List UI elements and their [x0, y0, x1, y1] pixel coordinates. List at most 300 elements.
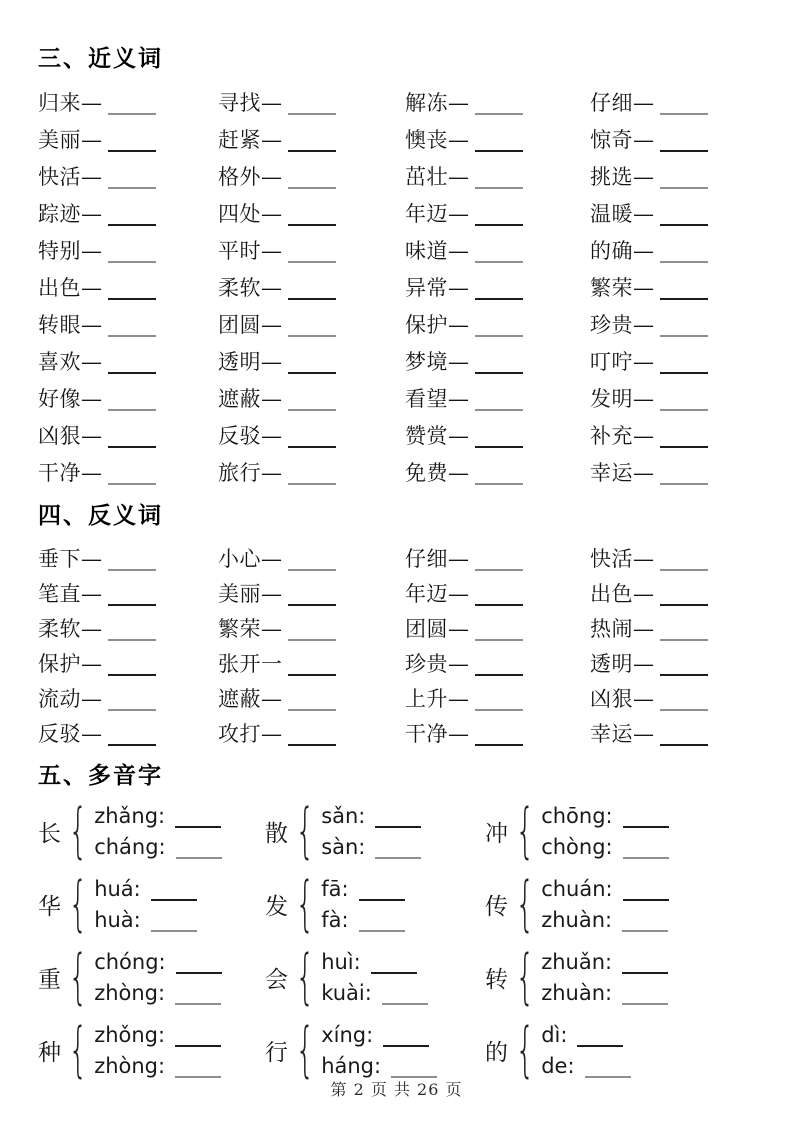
answer-blank — [577, 1032, 623, 1047]
pinyin-line — [321, 875, 404, 903]
section-title-polyphones: 五、多音字 — [38, 763, 163, 789]
word-pair-item — [405, 540, 590, 575]
polyphone-character: 的 — [485, 1039, 508, 1066]
polyphone-character: 重 — [38, 966, 61, 993]
answer-blank — [288, 591, 336, 606]
brace-icon: { — [68, 942, 88, 1012]
answer-blank — [288, 433, 336, 448]
word-text: 攻打— — [218, 721, 283, 746]
word-pair-item — [590, 680, 755, 715]
word-text: 寻找— — [218, 90, 283, 115]
answer-blank — [359, 917, 405, 932]
word-pair-item — [38, 194, 218, 231]
word-pair-item — [405, 575, 590, 610]
word-text: 惊奇— — [590, 127, 655, 152]
word-text: 反驳— — [218, 423, 283, 448]
word-text: 繁荣— — [218, 616, 283, 641]
word-pair-item — [218, 120, 405, 157]
answer-blank — [660, 285, 708, 300]
word-text: 发明— — [590, 386, 655, 411]
pinyin-label: zhuǎn: — [541, 949, 613, 974]
pinyin-label: huà: — [94, 907, 141, 932]
answer-blank — [622, 959, 668, 974]
page-number-text: 第 2 页 共 26 页 — [330, 1080, 463, 1099]
word-text: 团圆— — [218, 312, 283, 337]
pinyin-line — [541, 906, 668, 934]
brace-icon: { — [295, 796, 315, 866]
answer-blank — [175, 990, 221, 1005]
brace-icon: { — [515, 869, 535, 939]
answer-blank — [660, 174, 708, 189]
word-text: 格外— — [218, 164, 283, 189]
word-pair-item — [38, 157, 218, 194]
answer-blank — [660, 591, 708, 606]
pinyin-label: de: — [541, 1053, 575, 1078]
answer-blank — [475, 322, 523, 337]
answer-blank — [623, 844, 669, 859]
answer-blank — [359, 886, 405, 901]
answer-blank — [108, 359, 156, 374]
word-pair-item — [38, 453, 218, 490]
word-text: 好像— — [38, 386, 103, 411]
answer-blank — [288, 359, 336, 374]
polyphone-character: 冲 — [485, 820, 508, 847]
brace-icon: { — [295, 1015, 315, 1085]
pinyin-line — [541, 875, 668, 903]
word-pair-item — [218, 575, 405, 610]
section-title-synonyms: 三、近义词 — [38, 46, 163, 72]
word-text: 解冻— — [405, 90, 470, 115]
polyphone-item — [265, 942, 485, 1012]
answer-blank — [660, 211, 708, 226]
pinyin-line — [321, 948, 428, 976]
pinyin-readings — [94, 1021, 221, 1080]
pinyin-line — [94, 875, 197, 903]
answer-blank — [660, 661, 708, 676]
word-text: 美丽— — [218, 581, 283, 606]
word-pair-item — [405, 268, 590, 305]
word-pair-item — [590, 575, 755, 610]
answer-blank — [288, 731, 336, 746]
word-text: 看望— — [405, 386, 470, 411]
word-pair-item — [218, 157, 405, 194]
answer-blank — [475, 433, 523, 448]
answer-blank — [475, 285, 523, 300]
word-pair-item — [218, 610, 405, 645]
word-pair-item — [38, 120, 218, 157]
pinyin-label: háng: — [321, 1053, 382, 1078]
word-pair-item — [218, 453, 405, 490]
word-pair-item — [38, 379, 218, 416]
word-text: 免费— — [405, 460, 470, 485]
word-pair-item — [405, 342, 590, 379]
word-text: 出色— — [590, 581, 655, 606]
word-pair-item — [405, 645, 590, 680]
polyphone-item — [265, 1015, 485, 1085]
word-text: 旅行— — [218, 460, 283, 485]
word-pair-item — [38, 342, 218, 379]
pinyin-line — [321, 979, 428, 1007]
word-pair-item — [405, 715, 590, 750]
word-text: 上升— — [405, 686, 470, 711]
polyphone-item — [485, 942, 755, 1012]
answer-blank — [288, 626, 336, 641]
pinyin-readings — [321, 1021, 437, 1080]
word-text: 繁荣— — [590, 275, 655, 300]
brace-icon: { — [68, 869, 88, 939]
answer-blank — [622, 917, 668, 932]
word-text: 凶狠— — [38, 423, 103, 448]
word-text: 归来— — [38, 90, 103, 115]
pinyin-line — [94, 1021, 221, 1049]
pinyin-line — [541, 948, 668, 976]
polyphone-item — [38, 942, 265, 1012]
pinyin-readings — [541, 802, 668, 861]
word-pair-item — [405, 120, 590, 157]
answer-blank — [475, 696, 523, 711]
answer-blank — [288, 174, 336, 189]
word-text: 踪迹— — [38, 201, 103, 226]
word-pair-item — [590, 268, 755, 305]
word-pair-item — [218, 379, 405, 416]
answer-blank — [371, 959, 417, 974]
answer-blank — [108, 556, 156, 571]
word-pair-item — [38, 305, 218, 342]
pinyin-label: zhǒng: — [94, 1022, 166, 1047]
word-pair-item — [590, 715, 755, 750]
word-pair-item — [38, 610, 218, 645]
word-pair-item — [405, 305, 590, 342]
answer-blank — [108, 100, 156, 115]
word-text: 反驳— — [38, 721, 103, 746]
answer-blank — [288, 211, 336, 226]
answer-blank — [475, 211, 523, 226]
pinyin-line — [94, 1052, 221, 1080]
pinyin-label: dì: — [541, 1022, 568, 1047]
word-pair-item — [590, 379, 755, 416]
answer-blank — [475, 556, 523, 571]
word-pair-item — [590, 342, 755, 379]
pinyin-line — [321, 802, 421, 830]
word-text: 平时— — [218, 238, 283, 263]
brace-icon: { — [295, 942, 315, 1012]
pinyin-line — [94, 979, 221, 1007]
pinyin-line — [541, 1052, 630, 1080]
word-pair-item — [590, 120, 755, 157]
answer-blank — [288, 100, 336, 115]
word-text: 叮咛— — [590, 349, 655, 374]
answer-blank — [660, 100, 708, 115]
word-text: 梦境— — [405, 349, 470, 374]
answer-blank — [660, 137, 708, 152]
word-pair-item — [218, 645, 405, 680]
answer-blank — [475, 359, 523, 374]
answer-blank — [475, 100, 523, 115]
polyphone-character: 发 — [265, 893, 288, 920]
answer-blank — [108, 591, 156, 606]
word-pair-item — [405, 416, 590, 453]
pinyin-label: chóng: — [94, 949, 166, 974]
word-pair-item — [38, 575, 218, 610]
polyphone-character: 传 — [485, 893, 508, 920]
pinyin-readings — [321, 802, 421, 861]
answer-blank — [660, 731, 708, 746]
answer-blank — [108, 396, 156, 411]
word-text: 补充— — [590, 423, 655, 448]
answer-blank — [108, 248, 156, 263]
word-pair-item — [405, 453, 590, 490]
word-pair-item — [405, 194, 590, 231]
answer-blank — [475, 661, 523, 676]
word-text: 赞赏— — [405, 423, 470, 448]
word-pair-item — [405, 83, 590, 120]
answer-blank — [660, 248, 708, 263]
answer-blank — [288, 470, 336, 485]
word-text: 保护— — [405, 312, 470, 337]
word-pair-item — [405, 231, 590, 268]
word-pair-item — [218, 305, 405, 342]
word-text: 流动— — [38, 686, 103, 711]
answer-blank — [475, 591, 523, 606]
word-pair-item — [590, 194, 755, 231]
word-text: 美丽— — [38, 127, 103, 152]
pinyin-label: huì: — [321, 949, 361, 974]
word-text: 透明— — [590, 651, 655, 676]
pinyin-label: zhòng: — [94, 980, 166, 1005]
word-text: 快活— — [590, 546, 655, 571]
pinyin-label: cháng: — [94, 834, 166, 859]
pinyin-readings — [541, 948, 668, 1007]
pinyin-line — [94, 948, 221, 976]
answer-blank — [375, 844, 421, 859]
word-pair-item — [405, 680, 590, 715]
polyphone-item — [38, 869, 265, 939]
word-text: 异常— — [405, 275, 470, 300]
answer-blank — [175, 1032, 221, 1047]
word-text: 年迈— — [405, 581, 470, 606]
pinyin-readings — [94, 875, 197, 934]
word-text: 遮蔽— — [218, 686, 283, 711]
brace-icon: { — [295, 869, 315, 939]
word-pair-item — [218, 268, 405, 305]
pinyin-line — [94, 802, 221, 830]
word-pair-item — [590, 305, 755, 342]
word-text: 出色— — [38, 275, 103, 300]
word-text: 凶狠— — [590, 686, 655, 711]
word-text: 特别— — [38, 238, 103, 263]
word-pair-item — [590, 83, 755, 120]
word-pair-item — [218, 83, 405, 120]
answer-blank — [288, 248, 336, 263]
word-pair-item — [218, 194, 405, 231]
pinyin-label: zhuàn: — [541, 980, 613, 1005]
answer-blank — [475, 137, 523, 152]
answer-blank — [108, 174, 156, 189]
pinyin-label: sǎn: — [321, 803, 366, 828]
pinyin-label: zhǎng: — [94, 803, 166, 828]
word-pair-item — [590, 540, 755, 575]
word-pair-item — [218, 540, 405, 575]
word-pair-item — [38, 540, 218, 575]
word-pair-item — [405, 610, 590, 645]
polyphone-item — [265, 796, 485, 866]
answer-blank — [475, 248, 523, 263]
word-text: 喜欢— — [38, 349, 103, 374]
pinyin-line — [541, 833, 668, 861]
answer-blank — [108, 470, 156, 485]
word-text: 懊丧— — [405, 127, 470, 152]
word-pair-item — [218, 342, 405, 379]
brace-icon: { — [68, 796, 88, 866]
answer-blank — [288, 556, 336, 571]
word-pair-item — [218, 680, 405, 715]
polyphone-character: 会 — [265, 966, 288, 993]
word-pair-item — [38, 645, 218, 680]
word-text: 茁壮— — [405, 164, 470, 189]
answer-blank — [660, 696, 708, 711]
word-pair-item — [38, 231, 218, 268]
word-text: 热闹— — [590, 616, 655, 641]
word-text: 小心— — [218, 546, 283, 571]
page-footer — [0, 1077, 793, 1100]
answer-blank — [288, 396, 336, 411]
pinyin-readings — [321, 875, 404, 934]
word-text: 转眼— — [38, 312, 103, 337]
section-title-antonyms: 四、反义词 — [38, 503, 163, 529]
brace-icon: { — [515, 942, 535, 1012]
word-text: 珍贵— — [590, 312, 655, 337]
pinyin-label: zhuàn: — [541, 907, 613, 932]
answer-blank — [623, 886, 669, 901]
pinyin-label: fà: — [321, 907, 349, 932]
antonyms-grid — [38, 540, 755, 750]
answer-blank — [108, 322, 156, 337]
section-antonyms — [38, 497, 755, 750]
polyphone-character: 华 — [38, 893, 61, 920]
polyphones-grid — [38, 796, 755, 1085]
answer-blank — [585, 1063, 631, 1078]
polyphone-item — [265, 869, 485, 939]
word-pair-item — [38, 83, 218, 120]
pinyin-line — [541, 979, 668, 1007]
word-pair-item — [590, 453, 755, 490]
word-text: 透明— — [218, 349, 283, 374]
answer-blank — [288, 696, 336, 711]
answer-blank — [475, 626, 523, 641]
answer-blank — [176, 844, 222, 859]
polyphone-character: 行 — [265, 1039, 288, 1066]
answer-blank — [108, 211, 156, 226]
word-text: 笔直— — [38, 581, 103, 606]
answer-blank — [660, 322, 708, 337]
word-pair-item — [38, 680, 218, 715]
answer-blank — [108, 285, 156, 300]
answer-blank — [660, 396, 708, 411]
polyphone-item — [38, 796, 265, 866]
word-text: 干净— — [38, 460, 103, 485]
word-pair-item — [590, 157, 755, 194]
word-pair-item — [38, 416, 218, 453]
pinyin-line — [541, 802, 668, 830]
polyphone-character: 长 — [38, 820, 61, 847]
pinyin-line — [321, 833, 421, 861]
answer-blank — [660, 470, 708, 485]
word-text: 赶紧— — [218, 127, 283, 152]
word-text: 年迈— — [405, 201, 470, 226]
section-polyphones — [38, 757, 755, 1085]
brace-icon: { — [68, 1015, 88, 1085]
word-text: 仔细— — [590, 90, 655, 115]
word-pair-item — [590, 645, 755, 680]
answer-blank — [108, 433, 156, 448]
word-text: 四处— — [218, 201, 283, 226]
answer-blank — [475, 396, 523, 411]
pinyin-label: chuán: — [541, 876, 613, 901]
word-pair-item — [590, 416, 755, 453]
polyphone-item — [485, 796, 755, 866]
word-pair-item — [38, 268, 218, 305]
answer-blank — [391, 1063, 437, 1078]
answer-blank — [375, 813, 421, 828]
answer-blank — [475, 470, 523, 485]
pinyin-readings — [321, 948, 428, 1007]
pinyin-line — [321, 1052, 437, 1080]
polyphone-character: 种 — [38, 1039, 61, 1066]
answer-blank — [108, 137, 156, 152]
pinyin-readings — [94, 802, 221, 861]
pinyin-label: fā: — [321, 876, 349, 901]
answer-blank — [383, 1032, 429, 1047]
word-pair-item — [218, 715, 405, 750]
pinyin-line — [321, 906, 404, 934]
pinyin-line — [321, 1021, 437, 1049]
section-synonyms — [38, 40, 755, 490]
word-text: 保护— — [38, 651, 103, 676]
answer-blank — [288, 661, 336, 676]
pinyin-line — [94, 833, 221, 861]
answer-blank — [175, 1063, 221, 1078]
word-text: 温暖— — [590, 201, 655, 226]
answer-blank — [176, 959, 222, 974]
word-text: 快活— — [38, 164, 103, 189]
answer-blank — [108, 696, 156, 711]
word-text: 幸运— — [590, 721, 655, 746]
answer-blank — [475, 174, 523, 189]
word-text: 团圆— — [405, 616, 470, 641]
answer-blank — [660, 359, 708, 374]
pinyin-label: huá: — [94, 876, 141, 901]
answer-blank — [475, 731, 523, 746]
word-text: 的确— — [590, 238, 655, 263]
answer-blank — [288, 322, 336, 337]
word-text: 味道— — [405, 238, 470, 263]
pinyin-label: xíng: — [321, 1022, 374, 1047]
pinyin-readings — [94, 948, 221, 1007]
word-text: 仔细— — [405, 546, 470, 571]
brace-icon: { — [515, 796, 535, 866]
word-pair-item — [218, 231, 405, 268]
polyphone-item — [485, 1015, 755, 1085]
answer-blank — [382, 990, 428, 1005]
word-pair-item — [38, 715, 218, 750]
answer-blank — [108, 731, 156, 746]
polyphone-item — [38, 1015, 265, 1085]
pinyin-label: zhòng: — [94, 1053, 166, 1078]
word-text: 柔软— — [38, 616, 103, 641]
synonyms-grid — [38, 83, 755, 490]
brace-icon: { — [515, 1015, 535, 1085]
word-text: 干净— — [405, 721, 470, 746]
